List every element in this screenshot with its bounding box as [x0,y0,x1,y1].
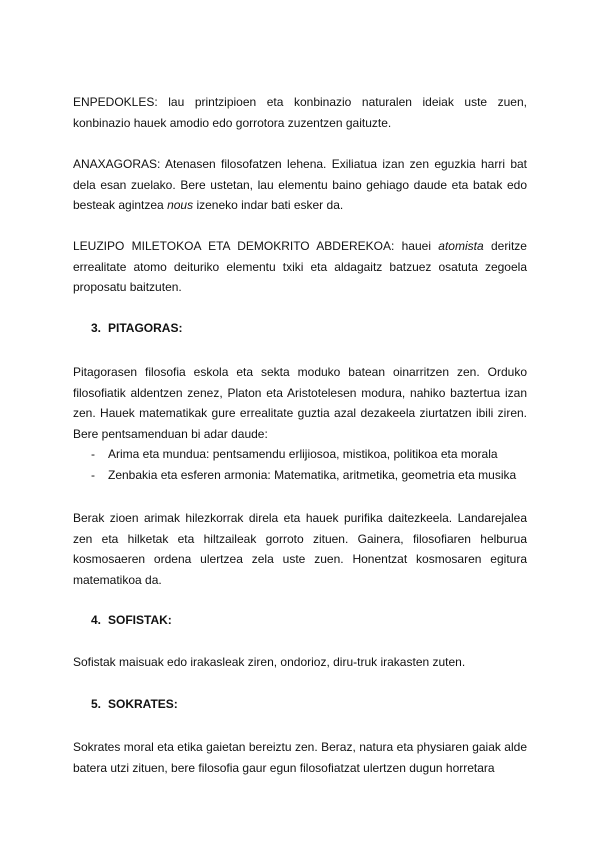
heading-sokrates [91,694,178,714]
list-dash: - [91,447,95,461]
heading-sofistak [91,610,172,630]
anaxagoras-emphasis: nous [167,198,194,212]
heading-number: 5. [91,697,102,711]
heading-title: SOKRATES: [108,697,178,711]
paragraph-arimak: Berak zioen arimak hilezkorrak direla eta hauek purifika daitezkeela. Landarejalea zen eta hilketak eta hiltzaileak gorroto zituen. Gainera, filosofiaren helburua kosmosaeren ordena ulertzea zela uste zuen. Honentzat kosmosaren egitura matematikoa da. [73,511,527,587]
list-item-text: Zenbakia eta esferen armonia: Matematika, aritmetika, geometria eta musika [108,468,517,482]
heading-title: PITAGORAS: [108,321,183,335]
heading-number: 3. [91,321,102,335]
leuzipo-text-start: LEUZIPO MILETOKOA ETA DEMOKRITO ABDEREKOA: hauei [73,239,439,253]
list-item-text: Arima eta mundua: pentsamendu erlijiosoa, mistikoa, politikoa eta morala [108,447,498,461]
heading-title: SOFISTAK: [108,613,172,627]
list-dash: - [91,468,95,482]
anaxagoras-text-end: izeneko indar bati esker da. [193,198,344,212]
list-pitagoras-branches [91,444,531,486]
list-item [91,465,531,486]
paragraph-pitagoras: Pitagorasen filosofia eskola eta sekta moduko batean oinarritzen zen. Orduko filosofiatik aldentzen zenez, Platon eta Aristotelesen modura, nahiko baztertua izan zen. Hauek matematikak gure errealitate guztia azal dezakeela ziurtatzen ibili ziren. Bere pentsamenduan bi adar daude: [73,365,527,441]
paragraph-enpedokles: ENPEDOKLES: lau printzipioen eta konbinazio naturalen ideiak uste zuen, konbinazio hauek amodio edo gorrotora zuzentzen gaituzte. [73,95,527,130]
paragraph-anaxagoras [73,154,527,216]
anaxagoras-text-start: ANAXAGORAS: Atenasen filosofatzen lehena. Exiliatua izan zen eguzkia harri bat dela esan zuelako. Bere ustetan, lau elementu baino gehiago daude eta batak edo besteak agintzea [73,157,527,212]
leuzipo-emphasis: atomista [438,239,484,253]
paragraph-leuzipo [73,236,527,298]
paragraph-sokrates: Sokrates moral eta etika gaietan bereiztu zen. Beraz, natura eta physiaren gaiak alde batera utzi zituen, bere filosofia gaur egun filosofiatzat ulertzen dugun horretara [73,740,527,775]
list-item [91,444,531,465]
leuzipo-text-end: deritze errealitate atomo deituriko elementu txiki eta aldagaitz batzuez osatuta zegoela proposatu baitzuten. [73,239,527,294]
heading-pitagoras [91,318,182,338]
heading-number: 4. [91,613,102,627]
paragraph-sofistak: Sofistak maisuak edo irakasleak ziren, ondorioz, diru-truk irakasten zuten. [73,655,466,669]
